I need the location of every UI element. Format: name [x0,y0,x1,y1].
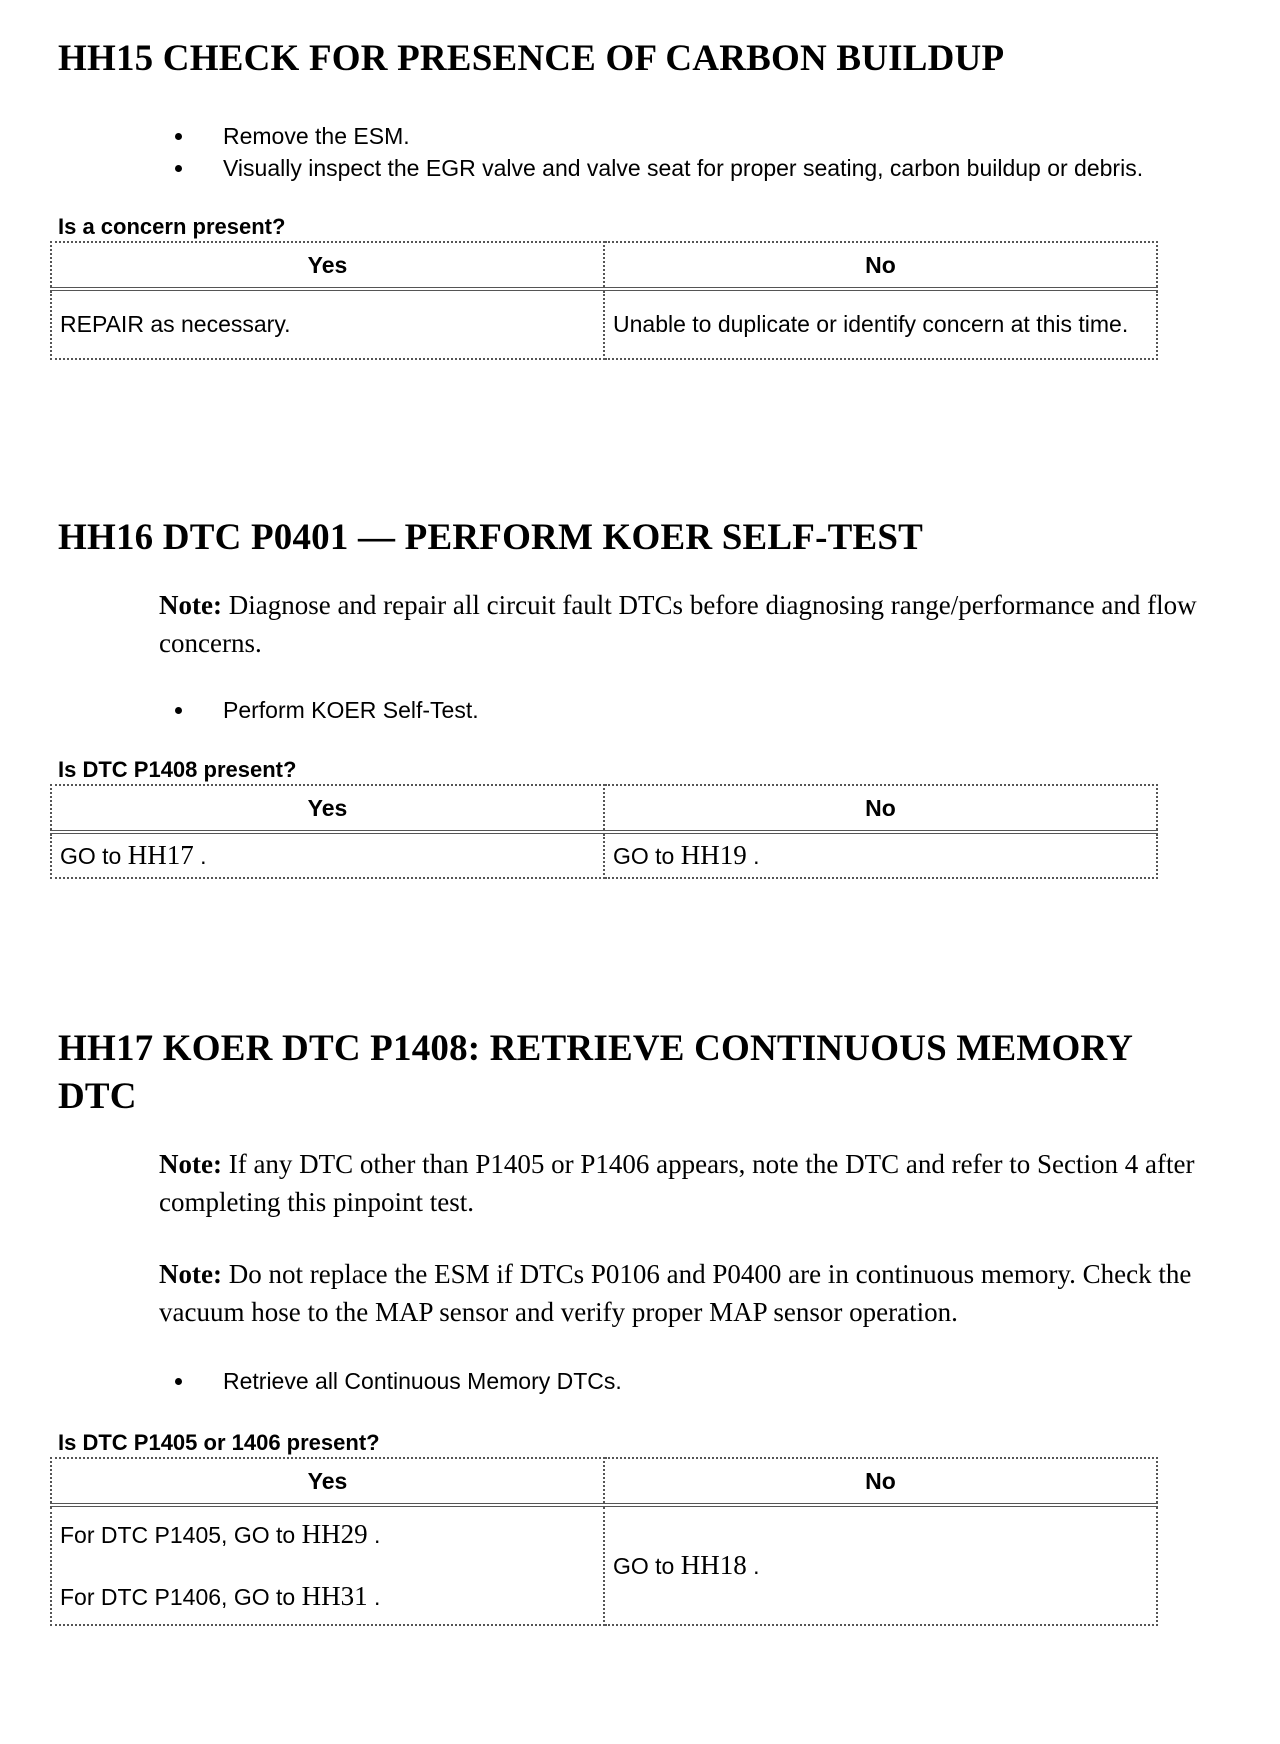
note-paragraph: Note: If any DTC other than P1405 or P1406 appears, note the DTC and refer to Section 4 after completing this pinpoint test. [159,1149,1195,1217]
bullet-icon [175,707,182,714]
yes-header: Yes [51,785,604,832]
question-label: Is a concern present? [58,214,286,239]
answer-table [50,784,1158,879]
bullet-list [58,694,1228,726]
bullet-icon [175,165,182,172]
section-title: HH16 DTC P0401 — PERFORM KOER SELF-TEST [58,517,924,558]
no-header: No [604,1458,1157,1505]
bullet-icon [175,133,182,140]
hh19-link[interactable]: HH19 [680,839,747,870]
bullet-item: Perform KOER Self-Test. [58,694,1228,726]
hh29-link[interactable]: HH29 [301,1518,368,1549]
note-label: Note: [159,590,222,620]
yes-cell: GO to HH17 . [51,832,604,878]
yes-cell [51,1505,604,1625]
bullet-item: Retrieve all Continuous Memory DTCs. [58,1365,1228,1397]
note-paragraph: Note: Do not replace the ESM if DTCs P0106 and P0400 are in continuous memory. Check the vacuum hose to the MAP sensor and verify proper MAP sensor operation. [159,1259,1192,1327]
no-header: No [604,242,1157,289]
bullet-item: Remove the ESM. [58,120,1228,152]
yes-line: For DTC P1406, GO to HH31 . [60,1580,381,1611]
hh18-link[interactable]: HH18 [680,1549,747,1580]
bullet-list [58,1365,1228,1397]
note-paragraph: Note: Diagnose and repair all circuit fault DTCs before diagnosing range/performance and flow concerns. [159,590,1197,658]
no-cell: GO to HH19 . [604,832,1157,878]
yes-line: For DTC P1405, GO to HH29 . [60,1518,381,1549]
bullet-item: Visually inspect the EGR valve and valve seat for proper seating, carbon buildup or debris. [58,152,1228,184]
answer-table [50,241,1158,360]
section-hh16 [58,514,1228,879]
no-header: No [604,785,1157,832]
yes-header: Yes [51,1458,604,1505]
hh31-link[interactable]: HH31 [301,1580,368,1611]
note-label: Note: [159,1259,222,1289]
question-label: Is DTC P1408 present? [58,757,297,782]
question-label: Is DTC P1405 or 1406 present? [58,1430,380,1455]
bullet-icon [175,1378,182,1385]
section-hh15 [58,35,1228,360]
section-title: HH15 CHECK FOR PRESENCE OF CARBON BUILDUP [58,38,1005,79]
yes-cell: REPAIR as necessary. [51,289,604,359]
no-cell: GO to HH18 . [604,1505,1157,1625]
no-cell: Unable to duplicate or identify concern at this time. [604,289,1157,359]
bullet-list [58,120,1228,184]
section-hh17 [58,1025,1228,1626]
yes-header: Yes [51,242,604,289]
hh17-link[interactable]: HH17 [127,839,194,870]
answer-table [50,1457,1158,1626]
note-label: Note: [159,1149,222,1179]
section-title: HH17 KOER DTC P1408: RETRIEVE CONTINUOUS MEMORY DTC [58,1028,1132,1117]
